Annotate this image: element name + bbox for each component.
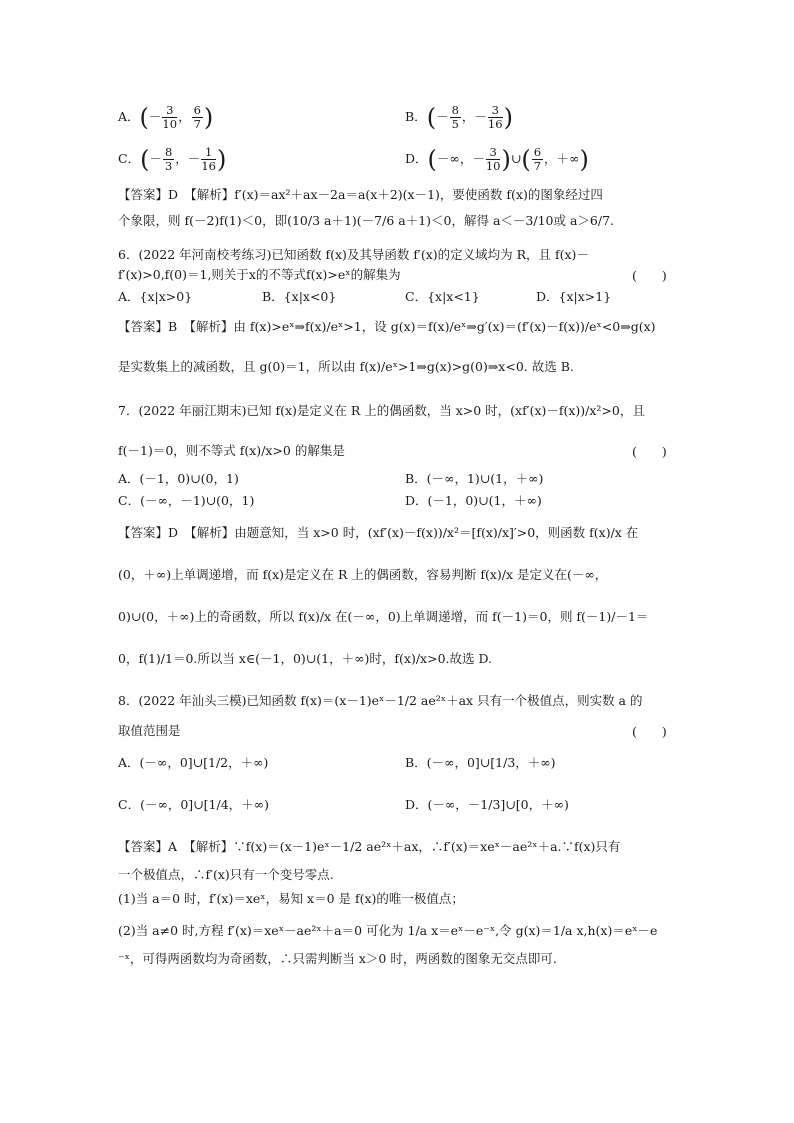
q7-answer-line-3: 0)∪(0，＋∞)上的奇函数，所以 f(x)/x 在(－∞，0)上单调递增，而 f(－1)＝0，则 f(－1)/－1＝ (118, 609, 649, 624)
q6-answer-line-1: 【答案】B 【解析】由 f(x)>eˣ⇒f(x)/eˣ>1，设 g(x)＝f(x)/eˣ⇒g′(x)＝(f′(x)－f(x))/eˣ<0⇒g(x) (118, 319, 656, 334)
q6-stem-line-2: f′(x)>0,f(0)＝1,则关于x的不等式f(x)>eˣ的解集为 (118, 267, 401, 282)
q7-stem-line-2: f(－1)＝0，则不等式 f(x)/x>0 的解集是 (118, 443, 345, 458)
q7-stem-line-1: 7．(2022 年丽江期末)已知 f(x)是定义在 R 上的偶函数，当 x>0 时，(xf′(x)－f(x))/x²>0，且 (118, 403, 645, 418)
q7-option-d: D．(－1，0)∪(1，＋∞) (405, 493, 542, 508)
q5-option-b: B．(－ $\frac{8}{5}$ ，－ $\frac{3}{16}$ ) (405, 103, 513, 132)
q6-option-a: A．{x|x>0} (118, 289, 193, 304)
q8-option-c: C．(－∞，0]∪[1/4，＋∞) (118, 797, 269, 812)
q6-option-b: B．{x|x<0} (262, 289, 337, 304)
q8-answer-line-5: ⁻ˣ，可得两函数均为奇函数，∴只需判断当 x＞0 时，两函数的图象无交点即可. (118, 951, 557, 966)
q7-option-c: C．(－∞，－1)∪(0，1) (118, 493, 255, 508)
q6-option-c: C．{x|x<1} (405, 289, 480, 304)
q6-answer-paren: ( ) (632, 268, 667, 283)
q7-answer-line-2: (0，＋∞)上单调递增，而 f(x)是定义在 R 上的偶函数，容易判断 f(x)/x 是定义在(－∞， (118, 567, 608, 582)
q8-answer-line-1: 【答案】A 【解析】∵f(x)＝(x－1)eˣ－1/2 ae²ˣ＋ax，∴f′(x)＝xeˣ－ae²ˣ＋a.∵f(x)只有 (118, 839, 621, 854)
q5-option-a: A．(－ $\frac{3}{10}$ ， $\frac{6}{7}$ ) (118, 103, 214, 132)
q8-answer-line-3: (1)当 a＝0 时，f′(x)＝xeˣ，易知 x＝0 是 f(x)的唯一极值点； (118, 891, 464, 906)
q7-answer-line-4: 0，f(1)/1＝0.所以当 x∈(－1，0)∪(1，＋∞)时，f(x)/x>0.故选 D. (118, 651, 493, 666)
q6-answer-line-2: 是实数集上的减函数，且 g(0)＝1，所以由 f(x)/eˣ>1⇒g(x)>g(0)⇒x<0. 故选 B. (118, 359, 574, 374)
q7-option-b: B．(－∞，1)∪(1，＋∞) (405, 471, 544, 486)
q8-answer-line-2: 一个极值点，∴f′(x)只有一个变号零点. (118, 867, 334, 882)
q8-option-b: B．(－∞，0]∪[1/3，＋∞) (405, 755, 556, 770)
q6-option-d: D．{x|x>1} (536, 289, 612, 304)
q5-option-c: C．(－ $\frac{8}{3}$ ，－ $\frac{1}{16}$ ) (118, 145, 227, 174)
q7-option-a: A．(－1，0)∪(0，1) (118, 471, 239, 486)
q7-answer-paren: ( ) (632, 444, 667, 459)
q8-answer-paren: ( ) (632, 724, 667, 739)
q5-answer-line-2: 个象限，则 f(－2)f(1)＜0，即(10/3 a＋1)(－7/6 a＋1)＜0，解得 a＜－3/10或 a＞6/7. (118, 213, 615, 228)
q8-stem-line-1: 8．(2022 年汕头三模)已知函数 f(x)＝(x－1)eˣ－1/2 ae²ˣ＋ax 只有一个极值点，则实数 a 的 (118, 693, 643, 708)
q8-answer-line-4: (2)当 a≠0 时,方程 f′(x)＝xeˣ－ae²ˣ＋a＝0 可化为 1/a x＝eˣ－e⁻ˣ,令 g(x)＝1/a x,h(x)＝eˣ－e (118, 923, 658, 938)
q8-stem-line-2: 取值范围是 (118, 723, 181, 738)
q6-stem-line-1: 6．(2022 年河南校考练习)已知函数 f(x)及其导函数 f′(x)的定义域均为 R，且 f(x)－ (118, 247, 589, 262)
q5-option-d: D．(－∞，－ $\frac{3}{10}$ )∪( $\frac{6}{7}$ ，＋∞) (405, 145, 589, 174)
q7-answer-line-1: 【答案】D 【解析】由题意知，当 x>0 时，(xf′(x)－f(x))/x²＝[f(x)/x]′>0，则函数 f(x)/x 在 (118, 525, 639, 540)
q8-option-a: A．(－∞，0]∪[1/2，＋∞) (118, 755, 269, 770)
q8-option-d: D．(－∞，－1/3]∪[0，＋∞) (405, 797, 569, 812)
q5-answer-line-1: 【答案】D 【解析】f′(x)＝ax²＋ax－2a＝a(x＋2)(x－1)，要使函数 f(x)的图象经过四 (118, 187, 603, 202)
